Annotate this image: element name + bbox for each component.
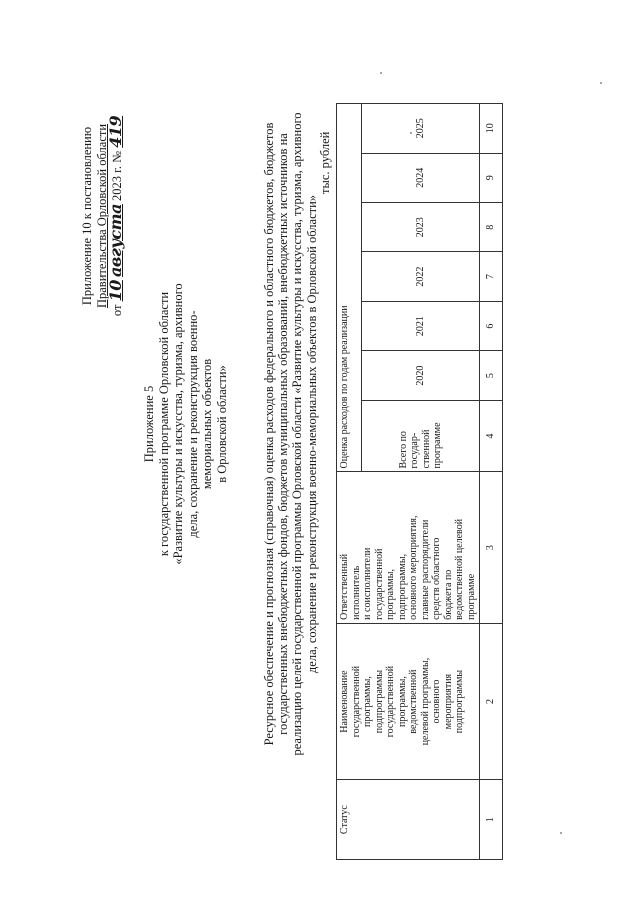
column-number: 3 (480, 472, 503, 623)
program-line-3: «Развитие культуры и искусства, туризма, архивного (171, 283, 185, 565)
handwritten-month: августа (106, 204, 125, 278)
header-year: 2022 (362, 252, 480, 301)
header-year: 2024 (362, 153, 480, 202)
unit-label: тыс. рублей (318, 131, 332, 194)
heading-line-4: дела, сохранение и реконструкция военно-мемориальных объектов в Орловской области» (304, 194, 319, 674)
column-number: 1 (480, 780, 503, 860)
program-line-6: в Орловской области» (214, 365, 229, 483)
document-heading (262, 84, 319, 784)
heading-line-2: государственных внебюджетных фондов, бюджетов муниципальных образований, внебюджетных источников на (276, 133, 291, 735)
column-number: 5 (480, 351, 503, 400)
heading-line-3: реализацию целей государственной программы Орловской области «Развитие культуры и искусства, туризма, архивного (290, 112, 305, 756)
scan-speck (410, 132, 412, 134)
header-year: 2021 (362, 301, 480, 350)
handwritten-day: 10 (106, 280, 125, 302)
program-reference (142, 134, 229, 714)
appendix-date-line: от 10 августа 2023 г. № 419 (106, 115, 125, 317)
header-year: 2020 (362, 351, 480, 400)
column-number: 9 (480, 153, 503, 202)
program-line-5: мемориальных объектов (200, 358, 214, 490)
header-year: 2025 (362, 104, 480, 154)
header-year: 2023 (362, 202, 480, 251)
scan-speck (560, 832, 562, 834)
column-number: 6 (480, 301, 503, 350)
column-number: 8 (480, 202, 503, 251)
heading-line-1: Ресурсное обеспечение и прогнозная (справочная) оценка расходов федерального и областного бюджетов, бюджетов (262, 122, 276, 746)
column-number: 2 (480, 623, 503, 779)
program-line-2: к государственной программе Орловской области (156, 291, 171, 557)
header-status: Статус (337, 780, 480, 860)
column-number: 10 (480, 104, 503, 154)
header-name: Наименование государственной программы, подпрограммы государственной программы, ведомственной целевой программы, основного мероприятия подпрограммы (337, 623, 480, 779)
header-estimate: Оценка расходов по годам реализации (337, 104, 362, 472)
column-number: 4 (480, 400, 503, 472)
column-number: 7 (480, 252, 503, 301)
appendix-line-1: Приложение 10 к постановлению (80, 126, 94, 306)
scan-speck (600, 82, 602, 84)
handwritten-number: 419 (106, 115, 125, 148)
program-line-1: Приложение 5 (142, 385, 156, 463)
budget-table (336, 103, 503, 860)
scan-speck (380, 72, 382, 74)
header-executor: Ответственный исполнитель и соисполнители государственной программы, подпрограммы, основного мероприятия, главные распорядители средств областного бюджета по ведомственной целевой программе (337, 472, 480, 623)
program-line-4: дела, сохранение и реконструкция военно- (185, 310, 200, 538)
appendix-block (80, 56, 125, 376)
header-total: Всего по государ- ственной программе (362, 400, 480, 472)
appendix-line-2: Правительства Орловской области (94, 123, 109, 309)
